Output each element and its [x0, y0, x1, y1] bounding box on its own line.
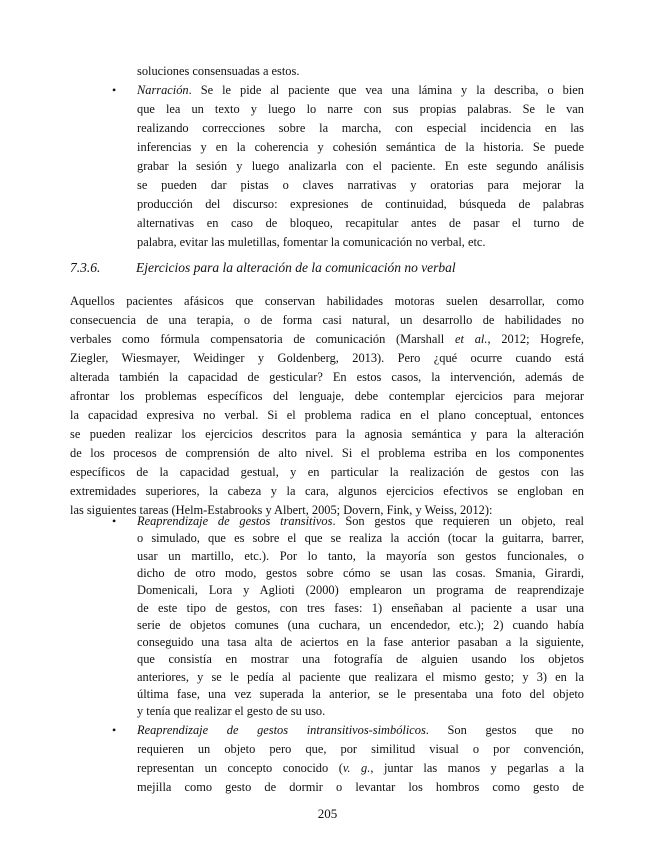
- narration-line-4: inferencias y en la coherencia y cohesión semántica de la historia. Se puede: [137, 140, 584, 154]
- paragraph-line-12: las siguientes tareas (Helm-Estabrooks y Albert, 2005; Dovern, Fink, y Weiss, 2012):: [70, 503, 493, 517]
- narration-line-8: alternativas en caso de bloqueo, recapitular antes de pasar el turno de: [137, 216, 584, 230]
- transitive-line-3: usar un martillo, etc.). Por lo tanto, la mayoría son gestos funcionales, o: [137, 548, 584, 563]
- page-number: 205: [317, 806, 338, 821]
- paragraph-line-9: de los procesos de comprensión de alto nivel. Si el problema estriba en los componentes: [70, 446, 584, 460]
- transitive-line-5: Domenicali, Lora y Aglioti (2000) emplearon un programa de reaprendizaje: [137, 583, 584, 598]
- paragraph-line-8: se pueden realizar los ejercicios descritos para la agnosia semántica y para la alteración: [70, 427, 584, 441]
- paragraph-line-7: la capacidad expresiva no verbal. Si el problema radica en el plano conceptual, entonces: [70, 408, 584, 422]
- transitive-line-6: de este tipo de gestos, con tres fases: 1) enseñaban al paciente a usar una: [137, 600, 584, 615]
- paragraph-line-2: consecuencia de una terapia, o de forma casi natural, un desarrollo de habilidades no: [70, 313, 584, 327]
- paragraph-line-4: Ziegler, Wiesmayer, Weidinger y Goldenberg, 2013). Pero ¿qué ocurre cuando está: [70, 351, 584, 365]
- transitive-line-1: Reaprendizaje de gestos transitivos. Son gestos que requieren un objeto, real: [137, 514, 584, 528]
- transitive-line-12: y tenía que realizar el gesto de su uso.: [137, 704, 326, 718]
- narration-term: Narración: [137, 83, 189, 97]
- intransitive-line-1: Reaprendizaje de gestos intransitivos-simbólicos. Son gestos que no: [137, 723, 584, 737]
- bullet-icon: •: [112, 83, 117, 97]
- section-heading: [70, 260, 456, 276]
- intransitive-line-2: requieren un objeto pero que, por similitud visual o por convención,: [137, 742, 584, 756]
- intransitive-line-3: representan un concepto conocido (v. g., juntar las manos y pegarlas a la: [137, 761, 585, 775]
- paragraph-line-11: extremidades superiores, la cabeza y la cara, algunos ejercicios efectivos se engloban en: [70, 484, 584, 498]
- transitive-line-4: dicho de otro modo, gestos sobre cómo se usan las cosas. Smania, Girardi,: [137, 565, 584, 580]
- section-title: Ejercicios para la alteración de la comunicación no verbal: [136, 260, 456, 275]
- narration-line-9: palabra, evitar las muletillas, fomentar la comunicación no verbal, etc.: [137, 235, 486, 249]
- transitive-line-9: que consistía en mostrar una fotografía de alguien usando los objetos: [137, 652, 584, 667]
- intransitive-term: Reaprendizaje de gestos intransitivos-simbólicos: [137, 723, 426, 737]
- narration-line-2: que lea un texto y luego lo narre con sus propias palabras. Se le van: [137, 102, 584, 116]
- transitive-line-8: conseguido una tasa alta de aciertos en la fase anterior pasaban a la siguiente,: [137, 635, 584, 650]
- etal-citation: et al.: [455, 332, 488, 346]
- vg-abbreviation: v. g.: [342, 761, 371, 775]
- narration-line-5: grabar la sesión y luego analizarla con el paciente. En este segundo análisis: [137, 159, 584, 173]
- intransitive-line-4: mejilla como gesto de dormir o levantar los hombros como gesto de: [137, 780, 584, 794]
- transitive-line-2: o simulado, que es sobre el que se realiza la acción (tocar la guitarra, barrer,: [137, 531, 584, 546]
- transitive-term: Reaprendizaje de gestos transitivos: [137, 514, 333, 528]
- paragraph-line-1: Aquellos pacientes afásicos que conservan habilidades motoras suelen desarrollar, como: [70, 294, 584, 308]
- paragraph-line-3: verbales como fórmula compensatoria de comunicación (Marshall et al., 2012; Hogrefe,: [70, 332, 584, 346]
- paragraph-line-5: alterada también la capacidad de gesticular? En estos casos, la intervención, además de: [70, 370, 584, 384]
- paragraph-line-10: específicos de la capacidad gestual, y en particular la realización de gestos con las: [70, 465, 584, 479]
- narration-line-6: se pueden dar pistas o claves narrativas y oratorias para mejorar la: [137, 178, 584, 192]
- paragraph-line-6: afrontar los problemas específicos del lenguaje, debe contemplar ejercicios para mejorar: [70, 389, 584, 403]
- bullet-icon: •: [112, 723, 117, 737]
- narration-line-7: producción del discurso: expresiones de continuidad, búsqueda de palabras: [137, 197, 584, 211]
- list-item-continuation: soluciones consensuadas a estos.: [137, 64, 300, 78]
- narration-line-3: realizando correcciones sobre la marcha, con especial incidencia en las: [137, 121, 584, 135]
- transitive-line-7: serie de objetos comunes (una cuchara, un encendedor, etc.); 2) cuando había: [137, 617, 584, 632]
- section-number: 7.3.6.: [70, 260, 101, 275]
- transitive-line-10: anteriores, y se le pedía al paciente que realizara el mismo gesto; y 3) en la: [137, 669, 584, 684]
- narration-line-1: Narración. Se le pide al paciente que vea una lámina y la describa, o bien: [137, 83, 584, 97]
- transitive-line-11: última fase, una vez superada la anterior, se le presentaba una foto del objeto: [137, 687, 584, 701]
- bullet-icon: •: [112, 514, 117, 528]
